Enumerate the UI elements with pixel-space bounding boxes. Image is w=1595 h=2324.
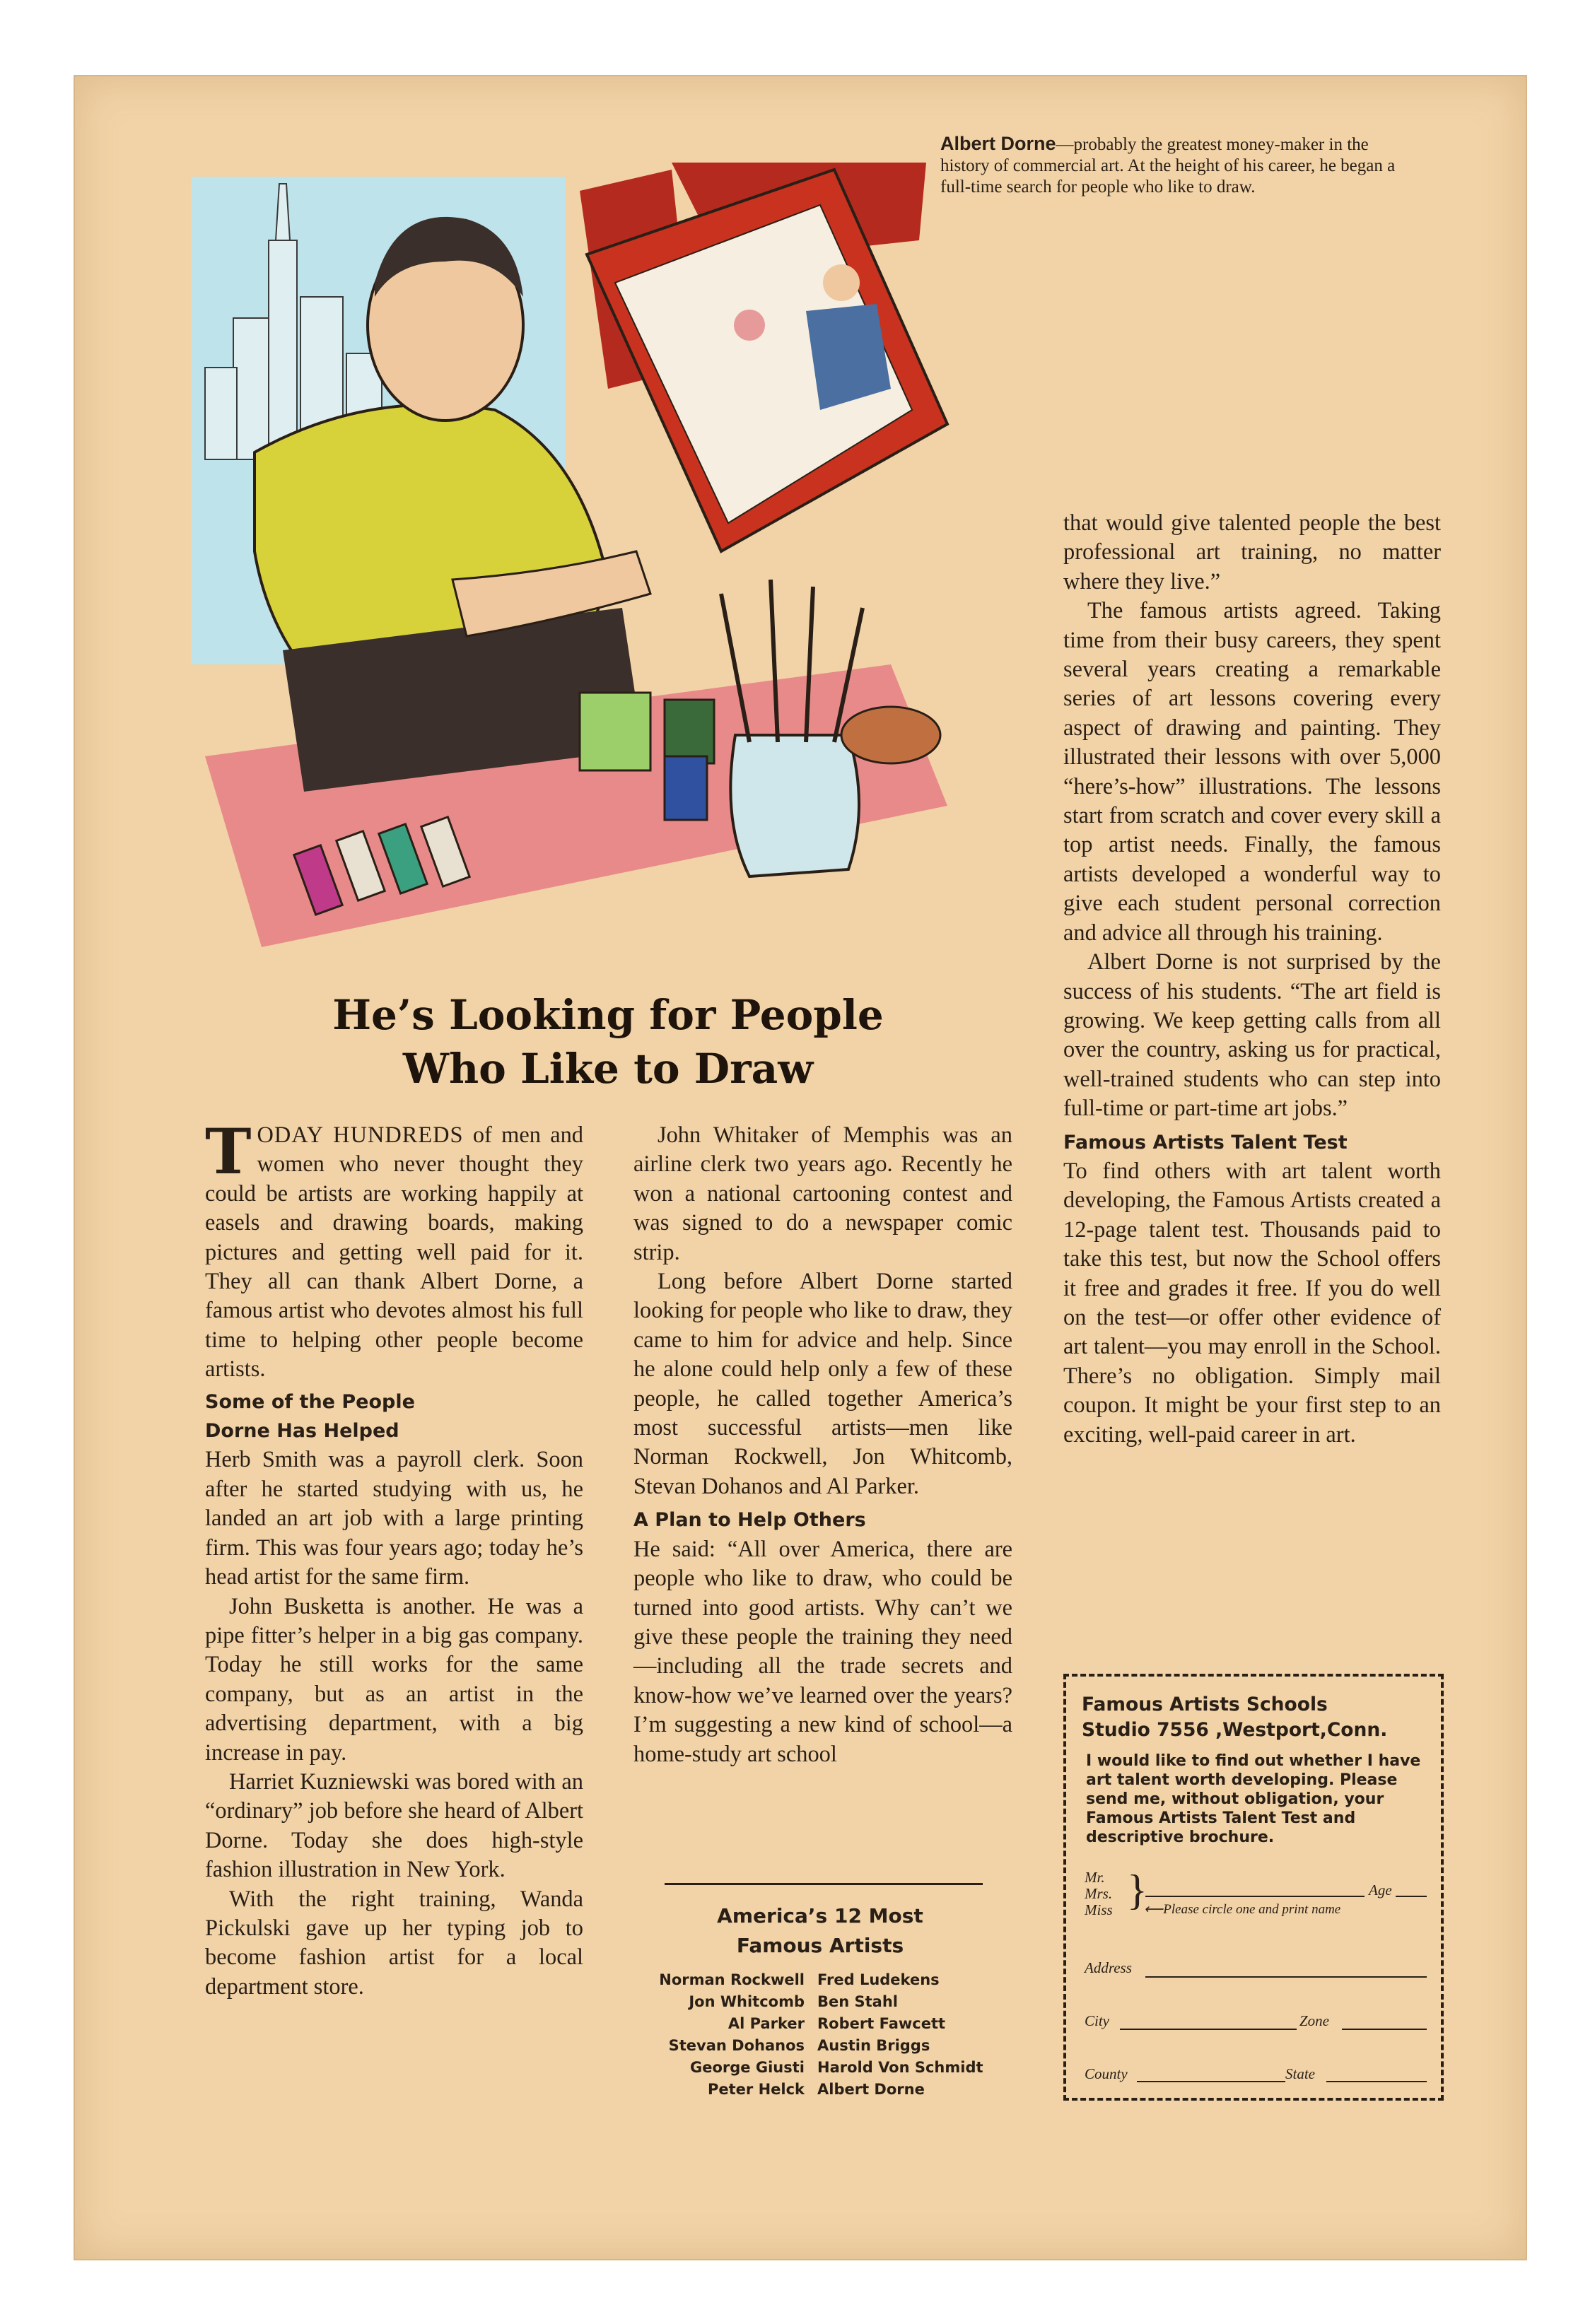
paragraph-continued: that would give talented people the best professional art training, no matter where they live.”	[1063, 510, 1441, 594]
artists-title-line-1: America’s 12 Most	[717, 1904, 923, 1927]
paragraph-artists-agreed: The famous artists agreed. Taking time from their busy careers, they spent several years creating a remarkable series of art lessons covering every aspect of drawing and painting. They illustrated their lessons with over 5,000 “here’s-how” illustrations. The lessons start from scratch and cover every skill a top artist needs. Finally, the famous artists developed a wonderful way to give each student personal correction and advice all through his training.	[1063, 598, 1441, 946]
subhead-talent-test: Famous Artists Talent Test	[1063, 1131, 1348, 1154]
column-1	[205, 1115, 583, 2002]
artist-name: Albert Dorne	[817, 2081, 925, 2098]
coupon-school: Famous Artists Schools	[1082, 1694, 1328, 1715]
coupon-text: I would like to find out whether I have art talent worth developing. Please send me, without obligation, your Famous Artists Talent Test and descriptive brochure.	[1086, 1752, 1421, 1846]
brush-jar	[730, 735, 859, 876]
label-age: Age	[1369, 1882, 1392, 1898]
arrow-left-icon: ⟵	[1144, 1902, 1164, 1917]
zone-field[interactable]	[1342, 2029, 1427, 2030]
label-address: Address	[1085, 1959, 1132, 1976]
headline-line-2: Who Like to Draw	[402, 1045, 814, 1093]
intro-small-caps: ODAY HUNDREDS	[257, 1122, 464, 1148]
paragraph-herb-smith: Herb Smith was a payroll clerk. Soon after he started studying with us, he landed an art job with a large printing firm. This was four years ago; today he’s head artist for the same firm.	[205, 1447, 583, 1590]
artist-name: Al Parker	[728, 2015, 805, 2032]
label-city: City	[1085, 2012, 1109, 2029]
artist-name: Harold Von Schmidt	[817, 2059, 983, 2076]
label-zone: Zone	[1299, 2012, 1329, 2029]
paragraph-john-whitaker: John Whitaker of Memphis was an airline clerk two years ago. Recently he won a national cartooning contest and was signed to do a newspaper comic strip.	[633, 1122, 1012, 1265]
paragraph-long-before: Long before Albert Dorne started looking for people who like to draw, they came to him for advice and help. Since he alone could help only a few of these people, he called together America’s most successful artists—men like Norman Rockwell, Jon Whitcomb, Stevan Dohanos and Al Parker.	[633, 1269, 1012, 1499]
mail-coupon[interactable]	[1063, 1674, 1444, 2101]
artist-name: Stevan Dohanos	[668, 2037, 805, 2054]
subhead-plan: A Plan to Help Others	[633, 1509, 866, 1532]
coupon-studio: Studio 7556 ,Westport,Conn.	[1082, 1719, 1388, 1741]
divider-rule	[665, 1883, 983, 1885]
intro-paragraph	[205, 1115, 583, 1385]
instruction-label: Please circle one and print name	[1163, 1902, 1341, 1917]
subhead-dorne-helped: Dorne Has Helped	[205, 1420, 399, 1443]
column-3	[1063, 509, 1441, 1450]
column-2	[633, 1121, 1012, 1769]
list-item	[608, 1991, 1061, 2013]
artist-name: Robert Fawcett	[817, 2015, 946, 2032]
label-miss: Miss	[1085, 1901, 1113, 1918]
paragraph-talent-test: To find others with art talent worth developing, the Famous Artists created a 12-page talent test. Thousands paid to take this test, but now the School offers it free and grades it free. If you do well on the test—or offer other evidence of art talent—you may enroll in the School. There’s no obligation. Simply mail coupon. It might be your first step to an exciting, well-paid career in art.	[1063, 1158, 1441, 1448]
address-field[interactable]	[1145, 1976, 1427, 1978]
paragraph-he-said: He said: “All over America, there are people who like to draw, who could be turned into good artists. Why can’t we give these people the training they need—including all the trade secrets and know-how we’ve learned over the years? I’m suggesting a new kind of school—a home-study art school	[633, 1536, 1012, 1767]
artists-list	[608, 1969, 1061, 2101]
artist-name: Jon Whitcomb	[689, 1993, 805, 2010]
headline	[212, 988, 1004, 1096]
albert-dorne-illustration	[184, 155, 1046, 968]
state-field[interactable]	[1326, 2081, 1427, 2082]
artist-name: Austin Briggs	[817, 2037, 930, 2054]
county-field[interactable]	[1137, 2081, 1285, 2082]
label-mr: Mr.	[1085, 1869, 1105, 1886]
name-field[interactable]	[1145, 1896, 1365, 1897]
paragraph-wanda: With the right training, Wanda Pickulski gave up her typing job to become fashion artist for a local department store.	[205, 1886, 583, 2000]
artist-name: Fred Ludekens	[817, 1971, 940, 1988]
list-item	[608, 2035, 1061, 2057]
artist-name: Norman Rockwell	[659, 1971, 805, 1988]
list-item	[608, 2057, 1061, 2079]
artists-title-line-2: Famous Artists	[736, 1934, 904, 1957]
headline-line-1: He’s Looking for People	[332, 991, 884, 1039]
caption-text: —probably the greatest money-maker in the history of commercial art. At the height of his career, he began a full-time search for people who like to draw.	[940, 135, 1396, 196]
brace-icon: }	[1127, 1867, 1147, 1913]
list-item	[608, 1969, 1061, 1991]
coupon-header	[1082, 1692, 1387, 1743]
artist-name: Ben Stahl	[817, 1993, 898, 2010]
list-item	[608, 2013, 1061, 2035]
paragraph-harriet: Harriet Kuzniewski was bored with an “ordinary” job before she heard of Albert Dorne. Today she does high-style fashion illustration in New York.	[205, 1768, 583, 1883]
artists-list-title	[636, 1901, 1004, 1961]
instruction-text	[1144, 1901, 1340, 1918]
artist-name: George Giusti	[690, 2059, 805, 2076]
subhead-some-people: Some of the People	[205, 1390, 415, 1413]
intro-text: of men and women who never thought they could be artists are working happily at easels and drawing boards, making pictures and getting well paid for it. They all can thank Albert Dorne, a famous artist who devotes almost his full time to helping other people become artists.	[205, 1122, 583, 1383]
illustration-caption	[940, 133, 1407, 198]
paragraph-not-surprised: Albert Dorne is not surprised by the success of his students. “The art field is growing. We keep getting calls from all over the country, asking us for practical, well-trained students who can step into full-time or part-time art jobs.”	[1063, 949, 1441, 1122]
label-state: State	[1285, 2065, 1315, 2082]
label-county: County	[1085, 2065, 1128, 2082]
drop-cap: T	[205, 1115, 252, 1188]
label-mrs: Mrs.	[1085, 1885, 1113, 1902]
artist-name: Peter Helck	[707, 2081, 805, 2098]
paragraph-john-busketta: John Busketta is another. He was a pipe fitter’s helper in a big gas company. Today he still works for the same company, but as an artist in the advertising department, with a big increase in pay.	[205, 1593, 583, 1766]
age-field[interactable]	[1396, 1896, 1427, 1897]
caption-name: Albert Dorne	[940, 133, 1056, 154]
city-field[interactable]	[1120, 2029, 1297, 2030]
list-item	[608, 2079, 1061, 2101]
